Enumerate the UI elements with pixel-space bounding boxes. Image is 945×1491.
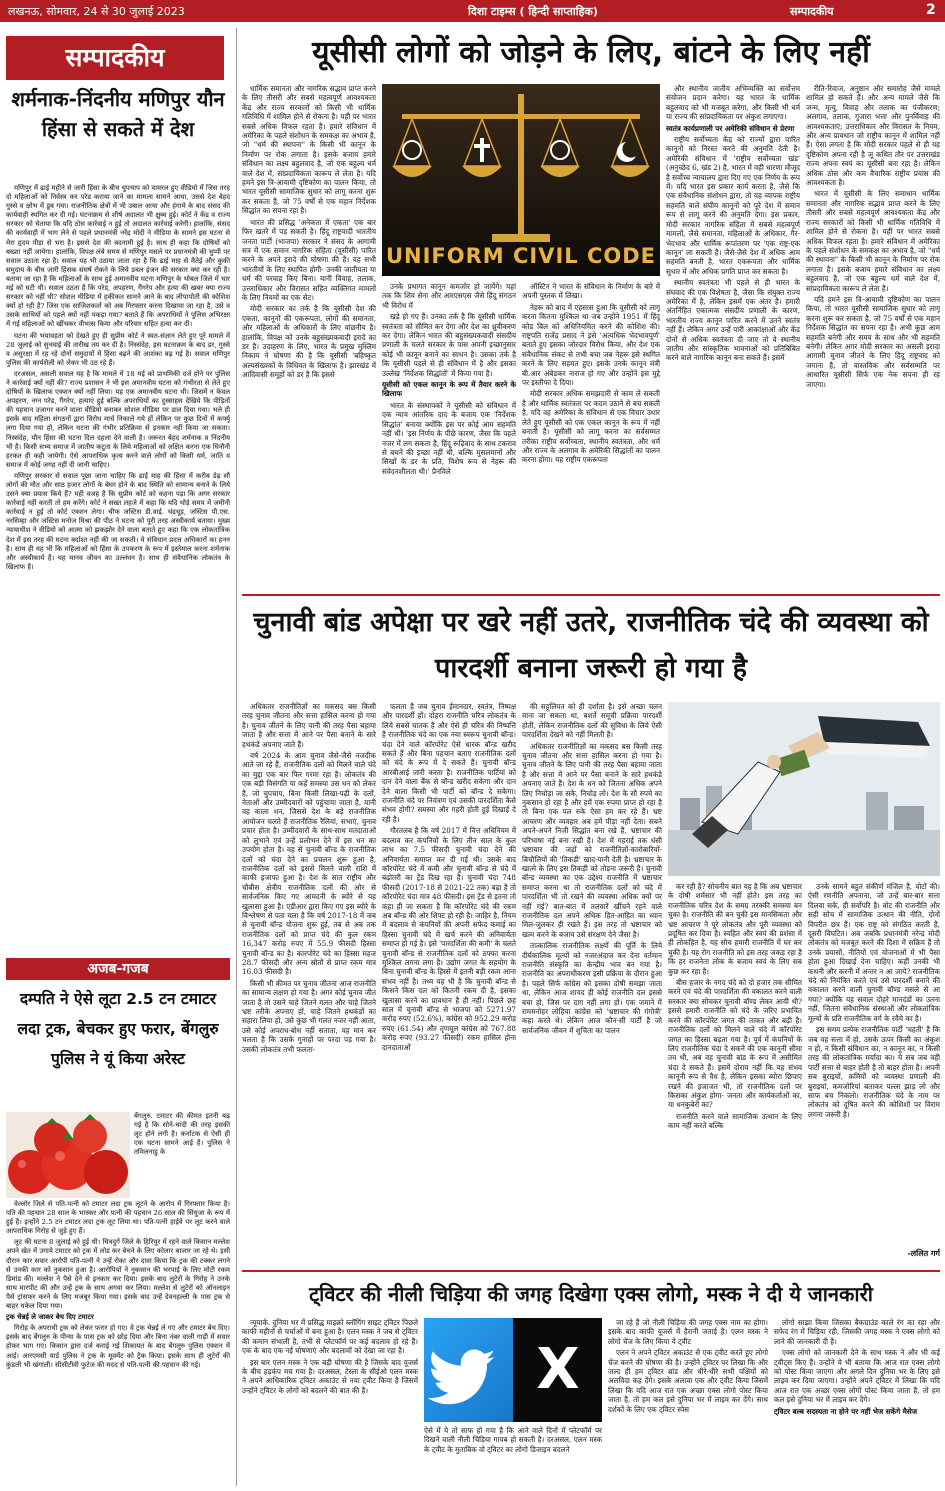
ucc-image	[382, 84, 660, 276]
money-handover-icon	[668, 702, 940, 876]
subheading: स्वतंत्र कार्यप्रणाली पर अमेरिकी संविधान से प्रेरणा	[666, 123, 795, 133]
tomato-intro: बेंगलुरु. टमाटर की कीमत इतनी बढ़ गई है कि सोने-चांदी की तरह इसकी लूट होने लगी है। कर्नाटक से ऐसी ही एक घटना सामने आई है। पुलिस ने तमिलनाडु के	[134, 1112, 230, 1157]
section-rule	[242, 594, 940, 596]
masthead-bar	[0, 0, 945, 22]
twitter-column-1	[242, 1318, 418, 1486]
paragraph: नेहरू को बाद में एहसास हुआ कि यूसीसी को लागू करना कितना मुश्किल था जब उन्होंने 1951 में हिंदू कोड बिल को अधिनियमित करने की कोशिश की। राष्ट्रपति राजेंद्र प्रसाद ने इसे 'अत्यधिक भेदभावपूर्ण' बताते हुए इसका जोरदार विरोध किया, और देश एक संवैधानिक संकट से तभी बचा जब नेहरू इसे स्थगित करने के लिए सहमत हुए। इसके उनके कानून मंत्री बी.आर अंबेडकर नाराज हो गए और उन्होंने इस मुद्दे पर इस्तीफा दे दिया।	[522, 302, 660, 388]
section-title: सम्पादकीय	[790, 5, 834, 18]
paragraph: जा रहे हैं जो नीली चिड़िया की जगह एक्स नाम का होगा। इसके बाद काफी यूजर्स में हैरानी जताई है। एलन मस्क ने लोगो चेंज के लिए किया ये ट्वीट	[608, 1318, 768, 1346]
twitter-bird-panel	[424, 1318, 513, 1422]
paragraph: गिरोह के अपराधी ट्रक को लेकर फरार हो गए। वे ट्रक चेन्नई ले गए और टमाटर बेच दिए। इसके बाद बेंगलुरु के पीन्या के पास ट्रक को छोड़ दिया और बिना नंबर वाली गाड़ी में सवार होकर भाग गए। किसान द्वारा दर्ज कराई गई शिकायत के बाद बेंगलुरु पुलिस एक्शन में आई। आरएमसी यार्ड पुलिस ने ट्रक के मूवमेंट को ट्रैक किया। इसके साथ ही लुटेरों की कुंडली भी खंगाली। सीसीटीवी फुटेज की मदद से पति-पत्नी की पहचान की गई।	[6, 1324, 230, 1369]
bonds-column-3	[522, 702, 662, 1266]
paragraph: अधिकतर राजनीतिज्ञों का मकसद बस किसी तरह चुनाव जीतना और सत्ता हासिल करना हो गया है। चुनाव जीतने के लिए पानी की तरह पैसा बहाया जाता है और सत्ता में आने पर पैसा बनाने के सारे हथकंडे अपनाए जाते हैं। देश के धन को जितना अधिक अपने लिए निचोड़ा जा सके, निचोड़ लो। देश के सौ रुपये का नुकसान हो रहा है और हमें एक रुपया प्राप्त हो रहा है तो बिना एक पल रुके ऐसा हम कर रहे हैं। भ्रष्ट आचरण और व्यवहार अब हमें पीड़ा नहीं देता। सबने अपने-अपने निजी सिद्धांत बना रखे हैं, भ्रष्टाचार की परिभाषा नई बना रखी है। देश में गहराई तक धंसी भ्रष्टाचार की जड़ों को राजनीतिज्ञों-कारोबारियों-बिचौलियों की 'तिकड़ी' खाद-पानी देती है। भ्रष्टाचार के खात्मे के लिए इस तिकड़ी को तोड़ना जरूरी है। चुनावी बॉन्ड व्यवस्था का एक उद्देश्य राजनीति में भ्रष्टाचार समाप्त करना था तो राजनीतिक दलों को चंदे में पारदर्शिता भी तो रखने की व्यवस्था अधिक क्यों पर नहीं गई? बात-बात में तलवारें खींचने रहने वाले राजनीतिक दल अपने अधिक हित-आहित का ध्यान मिल-जुलकर ही रखते हैं। इस तरह तो भ्रष्टाचार को खत्म करने के बजाय उसे संरक्षण देने जैसा है।	[522, 741, 662, 939]
paragraph: भारत में यूसीसी के लिए समाधान धार्मिक समानता और नागरिक सद्भाव प्राप्त करने के लिए तीसरी और सबसे महत्वपूर्ण आवश्यकता केंद्र और राज्य सरकारों को किसी भी धार्मिक गतिविधि में शामिल होने से रोकना है। यहीं पर भारत सबसे अधिक विफल रहता है। हमारे संविधान में अमेरिका के पहले संशोधन के समकक्ष का अभाव है, जो "धर्म की स्थापना" के किसी भी कानून के निर्माण पर रोक लगाता है। इसके बजाय हमारे संविधान का लक्ष्य बहुलवाद है, जो एक बहुल्य धर्म वाले देश में, सांप्रदायिकता कारूप ले लेता है।	[806, 189, 940, 293]
subheading: ट्रक चेन्नई ले जाकर बेच दिए टमाटर	[6, 1313, 94, 1322]
paragraph: तात्कालिक राजनीतिक लक्ष्यों की पूर्ति के लिये दीर्घकालिक मूल्यों को नजरअंदाज कर देना वर्तमान राजनीति संस्कृति का केन्द्रीय भाव बन गया है। राजनीति का अपराधीकरण इसी प्रक्रिया के दौरान हुआ है। पहले सिर्फ कांग्रेस को इसका दोषी समझा जाता था, लेकिन आज शायद ही कोई राजनीति दल इससे बचा हो, जिस पर दाग नहीं लगा हो। एक जमाने में राममनोहर लोहिया कांग्रेस को 'भ्रष्टाचार की गंगोत्री' कहा करते थे। लेकिन आज कौन-सी पार्टी है जो सार्वजनिक जीवन में शुचिता का पालन	[522, 941, 662, 1035]
ucc-image-caption: UNIFORM CIVIL CODE	[385, 244, 657, 268]
paragraph: कर रही है? सोचनीय बात यह है कि अब भ्रष्टाचार के दोषी शर्मसार भी नहीं होते। इस तरह का राजनीतिक चरित्र देश के समग्र तरक्की समस्या बन चुका है। राजनीति की बन चुकी इस मानसिकता और भ्रष्ट आचरण ने पूरे लोकतंत्र और पूरी व्यवस्था को प्रदूषित कर दिया है। स्वहित और स्वयं की प्रशंसा में ही लोकहित है, यह सोच हमारी राजनीति में घर कर चुकी है। यह रोग राजनीति को इस तरह जकड़ रहा है कि हर राजनेता लोक के बजाय स्वयं के लिए सब कुछ कर रहा है।	[668, 882, 802, 976]
paragraph: मणिपुर सरकार से सवाल पूछा जाना चाहिए कि ढाई माह की हिंसा में करीब डेढ़ सौ लोगों की मौत और साठ हजार लोगों के बेघर होने के बाद स्थिति को सामान्य बनाने के लिये उसने क्या प्रयास किये हैं? यही वजह है कि सुप्रीम कोर्ट को कहना पड़ा कि अगर सरकार कार्रवाई नहीं करती तो हम करेंगे। कोर्ट ने सख्त लहजे में कहा कि यदि थोड़े समय में जमीनी कार्रवाई न हुई तो कोर्ट एक्शन लेगा। चीफ जस्टिस डी.वाई. चंद्रचूड़, जस्टिस पी.एस. नरसिम्हा और जस्टिस मनोज मिश्रा की पीठ ने घटना को पूरी तरह अस्वीकार्य बताया। मुख्य न्यायाधीश ने वीडियो को आत्मा को झकझोर देने वाला बताते हुए कहा कि एक लोकतांत्रिक देश में इस तरह की घटना बर्दाश्त नहीं की जा सकती। ये संविधान प्रदत्त अधिकारों का हनन है। साथ ही यह भी कि महिलाओं को हिंसा के उपकरण के रूप में इस्तेमाल करना शर्मनाक और अस्वीकार्य है। यह मानव जीवन का उल्लंघन है। साथ ही संवैधानिक लोकतंत्र के खिलाफ है।	[6, 471, 230, 571]
paragraph: अधिकतर राजनीतिज्ञों का मकसद बस किसी तरह चुनाव जीतना और सत्ता हासिल करना हो गया है। चुनाव जीतने के लिए पानी की तरह पैसा बहाया जाता है और सत्ता में आने पर पैसा बनाने के सारे हथकंडे अपनाए जाते हैं।	[242, 702, 376, 749]
paragraph: भारत की प्रसिद्ध 'अनेकता में एकता' एक बार फिर खतरे में पड़ सकती है। हिंदू राष्ट्रवादी भारतीय जनता पार्टी (भाजपा) सरकार ने संसद के आगामी सत्र में एक समान नागरिक संहिता (यूसीसी) पारित करने के अपने इरादे की घोषणा की है। यह सभी भारतीयों के लिए स्थापित होगी- उनकी जातीयता या धर्म की परवाह किए बिना। यानी विवाह, तलाक, उत्तराधिकार और विरासत सहित व्यक्तिगत मामलों के लिए नियमों का एक सेट।	[242, 217, 376, 302]
paragraph: मोदी सरकार का तर्क है कि यूसीसी देश की एकता, कानूनों की एकरूपता, लोगों की समानता, और महिलाओं के अधिकारों के लिए वांछनीय है। हालांकि, विपक्ष को उनके बहुसंख्यकवादी इरादे का डर है। उदाहरण के लिए, भारत के प्रमुख मुस्लिम निकाय ने घोषणा की है कि यूसीसी 'बहिष्कृत अल्पसंख्यकों के विधिवत के खिलाफ है। झारखंड में आदिवासी समूहों को डर है कि इससे	[242, 304, 376, 380]
paragraph: इस समय प्रत्येक राजनीतिक पार्टी 'चहती' है कि जब वह सत्ता में हो, उसके ऊपर किसी का अंकुश न हो, न किसी संविधान का, न कानून का, न किसी तरह की लोकतांत्रिक मर्यादा का। ये सब जब वही पार्टी सत्ता से बाहर होती है तो बाहर होता है। अपनी सब बुराइयों, कमियों को व्यवस्था प्रणाली की बुराइयां, कमजोरियां बताकर पल्ला झाड़ लो और साफ बच निकलो। राजनीतिक चंदे के नाम पर लोकतंत्र को दूषित करने की कोशिशों पर विराम लगना जरूरी है।	[808, 1025, 940, 1119]
paragraph: और स्थानीय जातीय अभिव्यक्ति का सर्वोत्तम संयोजन प्रदान करेगा। यह भारत के धार्मिक बहुलवाद को भी मजबूत करेगा, और किसी भी धर्म या राज्य की सांप्रदायिकता पर अंकुश लगाएगा।	[666, 84, 800, 122]
paragraph: की सहूलियत को ही दर्शाता है। इसे अच्छा चलन माना जा सकता था, बशर्ते समूची प्रक्रिया पारदर्शी होती, लेकिन राजनीतिक दलों की सुविधा के लिये ऐसी पारदर्शिता देखने को नहीं मिलती है।	[522, 702, 662, 740]
bonds-column-5	[808, 882, 940, 1244]
paragraph: गौरतलब है कि वर्ष 2017 में वित्त अधिनियम में बदलाव कर कंपनियों के लिए तीन साल के कुल लाभ का 7.5 फीसदी चुनावी चंदा देने की अनिवार्यता समाप्त कर दी गई थी। उसके बाद कॉरपोरेट चंदे में कमी और चुनावी बॉन्ड से चंदे में बढ़ोतरी का ट्रेंड दिख रहा है। चुनावी चंदा 748 फीसदी (2017-18 से 2021-22 तक) बढ़ा है तो कॉरपोरेट चंदा मात्र 48 फीसदी। इस ट्रेंड से इतना तो कहा ही जा सकता है कि कॉरपोरेट चंदे की रकम अब बॉन्ड की ओर शिफ्ट हो रही है। जाहिर है, नियम में बदलाव से कंपनियों की अपनी सफेद कमाई का हिस्सा चुनावी चंदे में खर्च करने की अनिवार्यता समाप्त हो गई है। इसे 'पारदर्शिता की कमी' के चलते चुनावी बॉन्ड से राजनीतिक दलों को ठफ्फा करना मुश्किल लगना लगा है। उद्योग जगत के सहयोग के बिना चुनावी बॉन्ड के हिस्से में इतनी बड़ी रकम आना संभव नहीं है। तथ्य यह भी है कि चुनावी बॉन्ड से किसने किस दल को कितनी रकम दी है, इसका खुलासा करने का प्रावधान है ही नहीं। पिछले छह साल में चुनावी बॉन्ड से भाजपा को 5271.97 करोड़ रुपए (52.6%), कांग्रेस को 952.29 करोड़ रुपए (61.54) और तृणमूल कांग्रेस को 767.88 करोड़ रुपए (93.27 फीसदी) रकम हासिल होना दानदाताओं	[382, 826, 516, 1052]
bonds-column-4	[668, 882, 802, 1266]
ajab-gajab-label: अजब-गजब	[6, 958, 230, 980]
paragraph: धार्मिक समानता और नागरिक सद्भाव प्राप्त करने के लिए तीसरी और सबसे महत्वपूर्ण आवश्यकता केंद्र और राज्य सरकारों को किसी भी धार्मिक गतिविधि में शामिल होने से रोकना है। यही पर भारत सबसे अधिक विफल रहता है। हमारे संविधान में अमेरिका के पहले संशोधन के समकक्ष का अभाव है, जो "धर्म की स्थापना" के किसी भी कानून के निर्माण पर रोक लगाता है। इसके बजाय हमारे संविधान का लक्ष्य बहुलवाद है, जो एक बहुल्य धर्म वाले देश में, सांप्रदायिकता कारूप ले लेता है। यदि हमने इस त्रि-आयामी दृष्टिकोण का पालन किया, तो भारत यूसीसी सामाजिक सुधार को लागू करना शुरू कर सकता है, जो 75 वर्षों से एक महान निर्देशक सिद्धांत का सपना रहा है।	[242, 84, 376, 216]
x-logo-panel	[513, 1318, 602, 1422]
ucc-column-5	[806, 84, 940, 588]
editorial-headline: शर्मनाक-निंदनीय मणिपुर यौन हिंसा से सकते में देश	[11, 87, 225, 141]
paragraph: राष्ट्रीय सर्वोच्चता केंद्र को राज्यों द्वारा पारित कानूनों को निरस्त करने की अनुमति देती है। अमेरिकी संविधान में 'राष्ट्रीय सर्वोच्चता खंड' (अनुच्छेद 6, खंड 2) है, भारत में वही धारणा मौजूद है सर्वोच्च न्यायालय द्वारा दिए गए एक निर्णय के रूप में। यदि भारत इस प्रकार कार्य करता है, जैसे कि एक संवैधानिक संशोधन द्वारा, तो यह व्यापक राष्ट्रीय सहमति वाले संघीय कानूनों को पूरे देश में समान रूप से लागू करने की अनुमति देगा। इस प्रकार, मोदी सरकार नागरिक संहिता में सबसे महत्वपूर्ण मामलों, जैसे समानता, महिलाओं के अधिकार, गैर-भेदभाव और धार्मिक रूपांतरण पर 'एक राष्ट्र-एक कानून' ला सकती है। जैसे-जैसे देश में अधिक आम सहमति बनती है, भारत एकरूपता और धार्मिक सुधार में और अधिक प्रगति प्राप्त कर सकता है।	[666, 135, 800, 276]
tomato-body	[6, 1200, 230, 1486]
paragraph: किसी भी कीमत पर चुनाव जीतना आज राजनीति का सामान्य लक्षण हो गया है। अगर कोई चुनाव जीत जाता है तो उसने चाहे जितने गलत और चाहे जितने भ्रष्ट तरीके अपनाए हों, चाहे जितने हथकंडों का सहारा लिया हो, उसे कुछ भी गलत नजर नहीं आता, उसे कोई अपराध-बोध नहीं सताता, वह मान कर चलता है कि उसके गुनाहों पर परदा पड़ गया है। उसकी लोकतंत्र तभी फलता-	[242, 978, 376, 1054]
paragraph: मणिपुर में ढाई महीने से जारी हिंसा के बीच चुपचाप को वायरल हुए वीडियो में जिस तरह दो महिलाओं को निर्वस्त्र कर परेड कराया जाने का मामला सामने आया, उससे देश बेहद गुस्से व क्षोभ में डूब गया। राजनीतिक क्षेत्रों में भी उबाल आया और हंगामे के बाद संसद की कार्यवाही स्थगित कर दी गई। घटनाक्रम से शीर्ष अदालत भी क्षुब्ध हुई। कोर्ट ने केंद्र व राज्य सरकार को चेताया कि यदि ठोस कार्रवाई न हुई तो अदालत कार्रवाई करेगी। हालांकि, संसद की कार्यवाही में भाग लेने से पहले प्रधानमंत्री नरेंद्र मोदी ने मीडिया के सामने इस घटना से मेरा हृदय पीड़ा से भरा है। इससे देश की बदनामी हुई है। साथ ही कहा कि दोषियों को बख्शा नहीं जायेगा। हालांकि, विपक्ष लंबे समय से मणिपुर मसले पर प्रधानमंत्री की चुप्पी पर सवाल उठाता रहा है। सवाल यह भी उठाया जाता रहा है कि ढाई माह से मैतेई और कुकी समुदाय के बीच जारी हिंसक संघर्ष रोकने के लिये डबल इंजन की सरकार क्या कर रही है। बताया जा रहा है कि महिलाओं के साथ हुई अमानवीय घटना मणिपुर के थोबल जिले में चार मई को घटी थी। सवाल उठता है कि परेड, अपहरण, गैंगरेप और हत्या की खबर क्या राज्य सरकार को नहीं थी? सोशल मीडिया में हकीकत सामने आने के बाद लीपापोती की कोशिश क्यों हो रही है? जिस एक साजिशकर्ता को अब गिरफ्तार करना दिखाया जा रहा है, उसे व उसके साथियों को पहले क्यों नहीं पकड़ा गया? बताते हैं कि अपराधियों ने पुलिस अभिरक्षा में गई महिलाओं को खींचकर वीभत्स किया और परिवार सहित हत्या कर दी।	[6, 184, 230, 329]
ucc-column-2	[382, 282, 516, 588]
paragraph: खड़े हो गए हैं। उनका तर्क है कि यूसीसी धार्मिक स्वतंत्रता को सीमित कर देगा और देश का ध्रुवीकरण कर देगा। लेकिन भारत की बहुसंख्यकवादी संसदीय प्रणाली के चलते सरकार के पास अपनी इच्छानुसार कोई भी कानून बनाने का साधन है। उसका तर्क है कि यूसीसी पहले से ही संविधान में है और इसका उल्लेख 'निर्देशक सिद्धांतों' में किया गया है।	[382, 312, 516, 378]
paragraph: रीति-रिवाज, अनुष्ठान और समारोह जैसे मामले शामिल हो सकते हैं। और अन्य मामले जैसे कि जन्म, मृत्यु, विवाह और तलाक का पंजीकरण; अलगाव, तलाक, गुजारा भत्ता और पुनर्विवाह की आवश्यकताएं; उत्तराधिकार और विरासत के नियम, और अन्य प्रावधान जो राष्ट्रीय कानून में शामिल नहीं हैं। ऐसा लगता है कि मोदी सरकार पहले से ही यह दृष्टिकोण अपना रही है जू कथित तौर पर उत्तराखंड राज्य अपना स्वयं का यूसीसी बना रहा है। लेकिन अधिक ठोस और कम वैचारिक राष्ट्रीय प्रयास की आवश्यकता है।	[806, 84, 940, 188]
paragraph: भारत के संस्थापकों ने यूसीसी को संविधान में एक न्याय आंतरिक दाद के बजाय एक 'निर्देशक सिद्धांत' बनाया क्योंकि इस पर कोई आम सहमति नहीं थी। 'इस निर्णय के पीछे कारण, जैसा कि पहले नजर में लग सकता है, हिंदू रूढ़िवाद के साथ टकराव से बचने की इच्छा नहीं थी, बल्कि मुसलमानों और सिखों के डर के प्रति, विशेष रूप से नेहरू की संवेदनशीलता थी।' प्रैनविले	[382, 400, 516, 476]
twitter-headline: ट्विटर की नीली चिड़िया की जगह दिखेगा एक्स लोगो, मस्क ने दी ये जानकारी	[309, 1282, 873, 1306]
twitter-bird-icon	[424, 1318, 513, 1422]
paragraph: दरअसल, असली सवाल यह है कि मामले में 18 मई को प्राथमिकी दर्ज होने पर पुलिस ने कार्रवाई क्यों नहीं की? राज्य प्रशासन ने भी इस अमानवीय घटना को गंभीरता से लेते हुए दोषियों के खिलाफ एक्शन क्यों नहीं लिया। यह एक अमानवीय घटना थी। जिसमें न केवल अपहरण, नग्न परेड, गैंगरेप, हत्याएं हुई बल्कि अपराधियों का दुस्साहस देखिये कि पीड़ितों की पहचान उजागर करने वाला वीडियो बनाकर सोशल मीडिया पर डाल दिया गया। भले ही इसके बाद महिला संगठनों द्वारा विरोध मार्च निकाले गये हों लेकिन पर कुछ दिनों में कर्फ्यू लगा दिया गया हो, लेकिन घटना की गंभीर प्रतिक्रिया से इनकार नहीं किया जा सकता। निस्संदेह, यौन हिंसा की घटना दिल दहला देने वाली है। जरूरत बेहद शर्मनाक व निंदनीय भी है। किसी सभ्य समाज में जातीय कटुता के लिये महिलाओं को लक्षित करना एक घिनौनी हरकत ही कही जायेगी। ऐसे आपराधिक कृत्य करने वाले लोगों को किसी धर्म, जाति व समाज में कोई जगह नहीं दी जानी चाहिए।	[6, 369, 230, 469]
twitter-logo-image	[424, 1318, 602, 1422]
subheading: ट्विटर बल्ब सदस्यता ना होने पर नहीं भेज सकेंगे मैसेज	[774, 1406, 918, 1416]
paragraph: उनके सामने बहुत संकीर्ण मंजिल है, वोटों की। ऐसी रणनीति अपनाना, जो उन्हें बार-बार सत्ता दिलवा सके, ही सर्वोपरि है। वोट की राजनीति और सही सोच में सामाजिक उत्थान की नीति, दोनों विपरीत छत्र हैं। एक राष्ट्र को संगठित करती है, दूसरी विघटित। अब जबकि प्रधानमंत्री नरेन्द्र मोदी लोकतंत्र को मजबूत करने की दिशा में सक्रिय हैं तो उनके प्रयासों, नीतियों एवं योजनाओं में भी पैसा होता हुआ दिखाई देना चाहिए। कहीं उनकी भी कथनी और करनी में अन्तर न आ जाये? राजनीतिक चंदे को नियंत्रित करते एवं उसे पारदर्शी बनाने की वकालत करने वाली चुनावी बॉण्ड मसले से आ गया? क्योंकि यह सवाल दोहरे मानदंडों का उतना नहीं, जितना संवैधानिक संस्थाओं और लोकतांत्रिक मूल्यों के प्रति राजनीतिक वर्ग के रवैये का है।	[808, 882, 940, 1023]
page-number: 2	[926, 2, 936, 18]
paragraph: राजनीति करने वाले सामाजिक उत्थान के लिए काम नहीं करते बल्कि	[668, 1111, 802, 1131]
bonds-headline: चुनावी बांड अपेक्षा पर खरे नहीं उतरे, राजनीतिक चंदे की व्यवस्था को पारदर्शी बनाना जरूरी हो गया है	[253, 607, 929, 684]
paragraph: यदि हमने इस त्रि-आयामी दृष्टिकोण का पालन किया, तो भारत यूसीसी सामाजिक सुधार को लागू करना शुरू कर सकता है, जो 75 वर्षों से एक महान निर्देशक सिद्धांत का सपना रहा है। अभी कुछ आम सहमति बनेगी और समय के साथ और भी सहमति बनेगी। लेकिन अगर मोदी सरकार का असली इरादा आगामी चुनाव जीतने के लिए हिंदू राष्ट्रवाद को जगाना है, तो वास्तविक और सर्वसम्मति पर आधारित यूसीसी सिर्फ एक नेक सपना ही रह जाएगा।	[806, 294, 940, 389]
paragraph: उनके प्रथागत कानून कमजोर हो जायेंगे। यहां तक कि शिव सेना और आरएसएस जैसे हिंदू संगठन भी विरोध में	[382, 282, 516, 310]
subheading: यूसीसी को एकल कानून के रूप में तैयार करने के खिलाफ	[382, 380, 516, 399]
paragraph: इस बार एलन मस्क ने एक बड़ी घोषणा की है जिसके बाद यूजर्स के बीच हड़कंप मच गया है। दरअसल, टेस्ला के सीईओ एलन मस्क ने अपने आधिकारिक ट्विटर अकाउंट से नया ट्वीट किया है जिसमें उन्होंने ट्विटर के लोगो को बदलने की बात की है।	[242, 1357, 418, 1395]
paragraph: वर्ष 2024 के आम चुनाव जैसे-जैसे नजदीक आते जा रहे हैं, राजनीतिक दलों को मिलने वाले चंदे का मुद्दा एक बार फिर गरमा रहा है। लोकतंत्र की एक बड़ी विसंगति या कहें समस्या उस धन को लेकर है, जो चुपचाप, बिना किसी लिखा-पढ़ी के दलों, नेताओं और उम्मीदवारों को पहुंचाया जाता है, यानी वह काला धन, जिससे देश के बड़े राजनीतिक आयोजन चलते हैं राजनीतिक रैलियां, सभाएं, चुनाव प्रचार होता है। उम्मीदवारों के साथ-साथ मतदाताओं को लुभाने एवं उन्हें प्रलोभन देने में इस धन का उपयोग होता है। वह से चुनावी बॉन्ड के राजनीतिक दलों को चंदा देने का प्रचलन शुरू हुआ है, राजनीतिक दलों को इससे मिलने वाली राशि में काफी इजाफा हुआ है। देश के सात राष्ट्रीय और चौबीस क्षेत्रीय राजनीतिक दलों की ओर से सार्वजनिक किए गए आमदनी के ब्योरे से यह खुलासा हुआ है। एडीआर द्वारा किए गए इस ब्योरे के विश्लेषण से पता चला है कि वर्ष 2017-18 में जब से चुनावी बॉन्ड योजना शुरू हुई, तब से अब तक राजनीतिक दलों को प्राप्त चंदे की कुल रकम 16,347 करोड़ रुपए में 55.9 फीसदी हिस्सा चुनावी बॉन्ड का है। कारपोरेट चंदे का हिस्सा महज 28.7 फीसदी और अन्य स्रोतों से प्राप्त रकम मात्र 16.03 फीसदी है।	[242, 751, 376, 977]
x-logo-icon: X	[536, 1337, 580, 1402]
tomato-icon	[6, 1112, 130, 1198]
paragraph: न्यूयार्क. दुनिया भर में प्रसिद्ध माइक्रो ब्लॉगिंग साइट ट्विटर पिछले काफी महीनों से चर्चाओं में बना हुआ है। एलन मस्क ने जब से ट्विटर की कमान संभाली है, तभी से प्लेटफॉर्म पर कई बदलाव हो रहे हैं। एक के बाद एक नई घोषणाएं और बदलावों को देखा जा रहा है।	[242, 1318, 418, 1356]
dateline: लखनऊ, सोमवार, 24 से 30 जुलाई 2023	[8, 5, 185, 18]
paragraph: घटना की भयावहता को देखते हुए ही सुप्रीम कोर्ट ने स्वत-संज्ञान लेते हुए पूरे मामले में 28 जुलाई को सुनवाई की तारीख तय कर दी है। निस्संदेह, इस घटनाक्रम के बाद डर, गुस्से व असुरक्षा में रह रहे दोनों समुदायों में हिंसा बढ़ने की आशंका बढ़ गई है। सवाल मणिपुर पुलिस की कार्यशैली को लेकर भी उठ रहे हैं।	[6, 331, 230, 367]
ucc-headline: यूसीसी लोगों को जोड़ने के लिए, बांटने के लिए नहीं	[312, 35, 870, 70]
ucc-column-4	[666, 84, 800, 588]
twitter-logo-text: ऐसे में ये तो साफ हो गया है कि आने वाले दिनों में प्लेटफॉर्म पर दिखने वाली नीली चिड़िया गायब हो सकती है। दरअसल, एलन मस्क के ट्वीट के मुताबिक वो ट्विटर का लोगो डिजाइन बदलने	[424, 1426, 602, 1454]
section-rule	[242, 1270, 940, 1272]
author-byline: -ललित गर्ग	[907, 1248, 940, 1258]
paragraph: एक्स लोगो को जानकारी देने के साथ मस्क ने और भी कई ट्वीट्स किए हैं। उन्होंने ये भी बताया कि आज रात एक्स लोगो को पोस्ट किया जाएगा और अगले दिन दुनिया भर के लिए इसे लाइव कर दिया जाएगा। उन्होंने अपने ट्विटर में लिखा कि यदि आज रात एक अच्छा एक्स लोगो पोस्ट किया जाता है, तो हम कल इसे दुनिया भर में लाइव कर देंगे।	[774, 1348, 940, 1405]
paragraph: एलन ने अपने ट्विटर अकाउंट से एक ट्वीट करते हुए लोगो चेंज करने की घोषणा की है। उन्होंने ट्विटर पर लिखा कि और जल्द ही हम ट्विटर ब्रांड और धीरे-धीरे सभी पक्षियों को अलविदा कह देंगे। इसके अलावा एक और ट्वीट किया जिसमें लिखा कि यदि आज रात एक अच्छा एक्स लोगो पोस्ट किया जाता है, तो हम कल इसे दुनिया भर में लाइव कर देंगे। साथ दर्शकों के लिए एक ट्विटर स्पेस	[608, 1348, 768, 1414]
editorial-body	[6, 184, 230, 956]
tomato-image	[6, 1112, 130, 1198]
paragraph: फलता है जब चुनाव ईमानदार, स्वतंत्र, निष्पक्ष और पारदर्शी हों। दोहरा राजनीति चरित्र लोकतंत्र के लिये सबसे घातक है और ऐसे ही चरित्र की निष्पत्ति है राजनीतिक चंदे का एक नया स्वरूप चुनावी बॉन्ड। चंदा देने वाले कॉरपोरेट ऐसे धारक बॉन्ड खरीद सकते हैं और बिना पहचान बताए राजनीतिक दलों को चंदे के रूप में दे सकते हैं। चुनावी बॉन्ड आरबीआई जारी करता है। राजनीतिक पार्टियां को दान देने वाला बैंक से बॉन्ड खरीद सकेगा और दान देने वाला किसी भी पार्टी को बॉन्ड दे सकेगा। राजनीति चंदे पर नियंत्रण एवं उसकी पारदर्शिता कैसे संभव होगी? समस्या और गहरी होती हुई दिखाई दे रही है।	[382, 702, 516, 824]
editorial-section-label: सम्पादकीय	[6, 36, 224, 80]
ucc-column-1	[242, 84, 376, 588]
paragraph: बीस हजार के नगद चंदे को दो हजार तक सीमित करने एवं चंदे की पारदर्शिता की वकालत करने वाली सरकार क्या सोचकर चुनावी बॉण्ड लेकर आयी थी? इससे हमारी राजनीति को चंदे के जरिए प्रभावित करने की कॉरपोरेट जगत की ताकत और बढ़ी है। राजनीतिक दलों को मिलने वाले चंदे में कॉरपोरेट जगत का हिस्सा बढ़ता गया है। पूर्व में कंपनियों के लिए राजनीतिक चंदा दे सकने की एक कानूनी सीमा तय थी, अब वह चुनावी बांड के रूप में असीमित चंदा दे सकते हैं। इसमें दोराय नहीं कि यह संभव कानूनी रूप से वैध है, लेकिन इसका ब्योरा छिपाए रखने की इजाजत भी, तो राजनीतिक दलों पर किसका अंकुश होगा- जनता और कार्यकर्ताओं का, या धनकुबेरों का?	[668, 978, 802, 1110]
bonds-column-1	[242, 702, 376, 1266]
paragraph: वेल्लोर जिले से पति-पत्नी को टमाटर लदा ट्रक लूटने के आरोप में गिरफ्तार किया है। पति की पहचान 28 साल के भास्कर और पत्नी की पहचान 26 साल की सिंधुजा के रूप में हुई है। इन्होंने 2.5 टन टमाटर लदा ट्रक लूट लिया था। पति-पत्नी हाईवे पर लूट करने वाले आपराधिक गिरोह से जुड़े हुए हैं।	[6, 1200, 230, 1236]
twitter-column-2	[608, 1318, 768, 1486]
bonds-image	[668, 702, 940, 876]
paragraph: स्थानीय स्वतंत्रता भी पहले से ही भारत के संघवाद की एक विशेषता है, जैसा कि संयुक्त राज्य अमेरिका में है, लेकिन इसमें एक अंतर है। हमारी अंतर्निहित एकात्मक संसदीय प्रणाली के कारण, भारतीय राज्य कानून पारित करने में उतने स्वतंत्र नहीं हैं। लेकिन अगर उन्हें पारी आकांक्षाओं और केंद्र दोनों से अधिक स्वतंत्रता दी जाए तो वे स्थानीय जातीय और सांस्कृतिक भावनाओं को प्रतिबिंबित करने वाले नागरिक कानून बना सकते हैं। इसमें	[666, 278, 800, 363]
paragraph: मोदी सरकार अधिक समझदारी से काम ले सकती है और धार्मिक स्वतंत्रता पर कदम उठाने से बच सकती है, यदि वह अमेरिका के संविधान से एक विचार उधार लेते हुए यूसीसी को एक एकल कानून के रूप में नहीं बनाती है। यूसीसी को लागू करना का सर्वसम्मत तरीका राष्ट्रीय सर्वोच्चता, स्थानीय स्वतंत्रता, और धर्म और राज्य के अलगाव के अमेरिकी सिद्धांतों का पालन करना होगा। यह राष्ट्रीय एकरूपता	[522, 389, 660, 465]
paragraph: ऑस्टिन ने भारत के संविधान के निर्माण के बारे में अपनी पुस्तक में लिखा।	[522, 282, 660, 301]
ucc-column-3	[522, 282, 660, 588]
paragraph: लोगो साझा किया जिसका बैकग्राउंड काले रंग का रहा और सफेद रंग में चिड़िया रही, जिसकी जगह मस्क ने एक्स लोगो को लाने की जानकारी दी है।	[774, 1318, 940, 1346]
paper-name: दिशा टाइम्स ( हिन्दी साप्ताहिक)	[468, 5, 598, 18]
paragraph: लूट की घटना 8 जुलाई को हुई थी। चित्रदुर्ग जिले के हिरियुर में रहने वाले किसान मल्लेश अपने खेत में उगाये टमाटर को ट्रक में लोड कर बेचने के लिए कोलार बाजार जा रहे थे। इसी दौरान कार सवार आरोपी पति-पत्नी ने उन्हें रोका और दावा किया कि ट्रक की टक्कर लगने से उनकी कार को नुकसान हुआ है। आरोपियों ने नुकसान की भरपाई के लिए मोटी रकम डिमांड की। मल्लेश ने पैसे देने से इनकार कर दिया। इसके बाद लुटेरों के गिरोह ने उनके साथ मारपीट की और उन्हें ट्रक के साथ अगवा कर लिया। मल्लेश से लुटेरों को ऑनलाइन पैसे ट्रांसफर करने के लिए मजबूर किया गया। इसके बाद उन्हें देवनहल्ली के पास ट्रक से बाहर धकेल दिया गया।	[6, 1238, 230, 1311]
bonds-column-2	[382, 702, 516, 1266]
twitter-column-3	[774, 1318, 940, 1486]
column-divider	[236, 28, 237, 1486]
tomato-headline: दम्पति ने ऐसे लूटा 2.5 टन टमाटर लदा ट्रक, बेचकर हुए फरार, बेंगलुरु पुलिस ने यूं किया अरेस्ट	[17, 990, 219, 1068]
